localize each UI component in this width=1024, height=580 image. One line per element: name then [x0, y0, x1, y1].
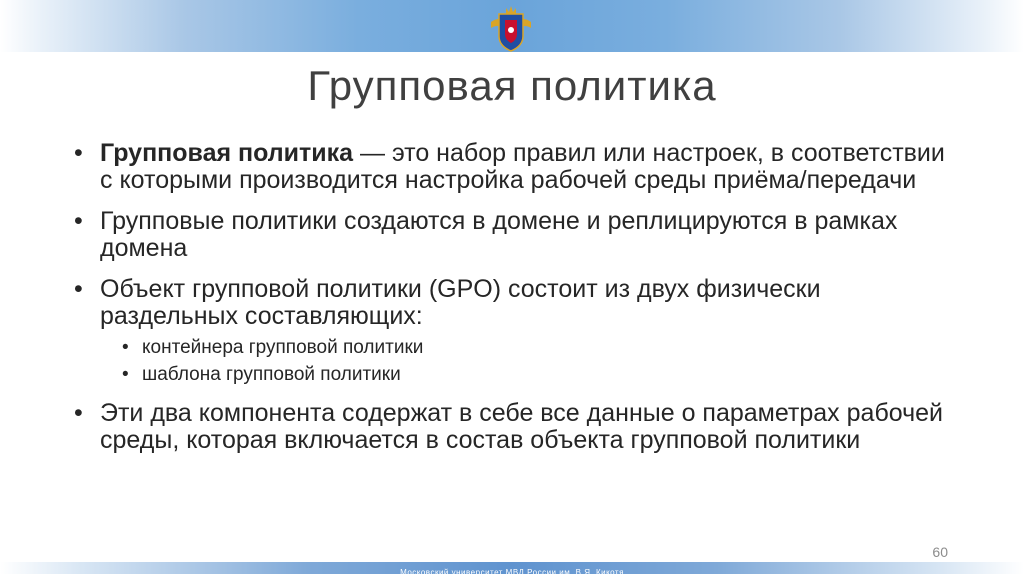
list-item	[74, 140, 954, 194]
list-item	[74, 400, 954, 454]
sub-list	[74, 334, 954, 388]
footer-text: Московский университет МВД России им. В.Я. Кикотя	[400, 568, 624, 577]
list-item	[74, 208, 954, 262]
bullet-text: Групповые политики создаются в домене и реплицируются в рамках домена	[100, 207, 898, 262]
bullet-text: Эти два компонента содержат в себе все данные о параметрах рабочей среды, которая включается в состав объекта групповой политики	[100, 399, 944, 454]
sub-list-item: • контейнера групповой политики	[122, 334, 954, 361]
page-number: 60	[932, 544, 948, 560]
bullet-text: Объект групповой политики (GPO) состоит из двух физически раздельных составляющих:	[100, 275, 821, 330]
bullet-text: — это набор правил или настроек, в соответствии с которыми производится настройка рабочей среды приёма/передачи	[100, 139, 945, 194]
slide-title: Групповая политика	[307, 62, 717, 109]
bullet-list	[74, 140, 954, 468]
sub-list-item: • шаблона групповой политики	[122, 361, 954, 388]
term-bold: Групповая политика	[100, 139, 354, 167]
footer-band	[0, 562, 1024, 577]
list-item	[74, 276, 954, 330]
mvd-university-emblem-icon	[487, 2, 535, 54]
